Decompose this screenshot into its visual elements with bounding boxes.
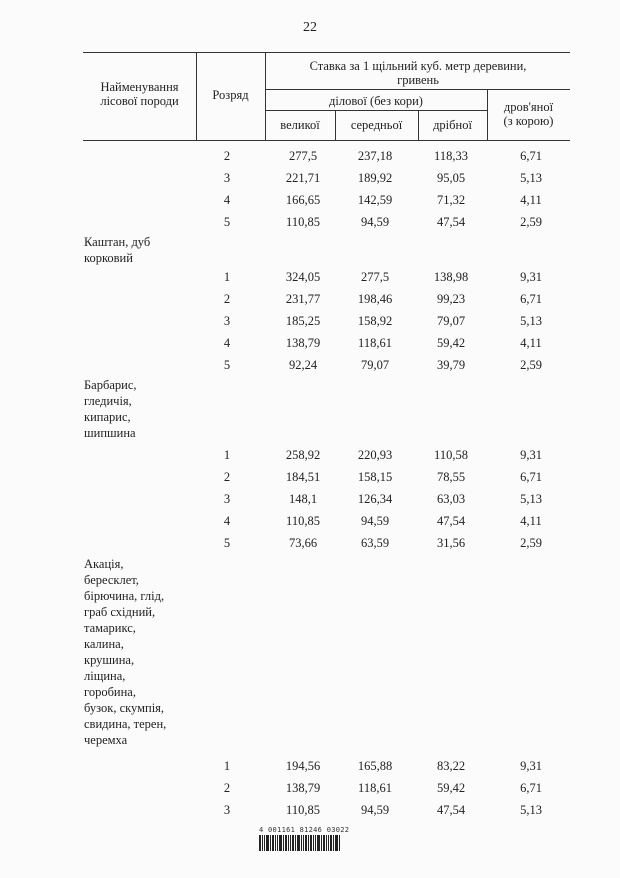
firewood-cell: 5,13 (520, 803, 542, 817)
small-cell: 99,23 (436, 292, 466, 306)
medium-cell: 126,34 (357, 492, 393, 506)
medium-cell: 79,07 (360, 358, 390, 372)
table-row (0, 799, 620, 821)
firewood-cell: 4,11 (520, 336, 542, 350)
species-name: Акація, бересклет, бірючина, глід, граб східний, тамарикс, калина, крушина, ліщина, горобина, бузок, скумпія, свидина, терен, черемха (84, 557, 167, 747)
table-row (0, 211, 620, 233)
firewood-cell: 2,59 (520, 215, 542, 229)
table-row (0, 755, 620, 777)
firewood-cell: 4,11 (520, 514, 542, 528)
medium-cell: 220,93 (357, 448, 393, 462)
firewood-cell: 2,59 (520, 358, 542, 372)
table-row (0, 310, 620, 332)
firewood-cell: 5,13 (520, 492, 542, 506)
large-cell: 184,51 (285, 470, 321, 484)
small-cell: 59,42 (436, 781, 466, 795)
medium-cell: 158,92 (357, 314, 393, 328)
medium-cell: 198,46 (357, 292, 393, 306)
table-row (0, 510, 620, 532)
firewood-cell: 6,71 (520, 292, 542, 306)
table-row (0, 354, 620, 376)
grade-cell: 1 (223, 270, 231, 284)
medium-cell: 237,18 (357, 149, 393, 163)
large-cell: 110,85 (286, 215, 320, 229)
firewood-cell: 4,11 (520, 193, 542, 207)
small-cell: 79,07 (436, 314, 466, 328)
large-cell: 148,1 (288, 492, 318, 506)
grade-cell: 4 (223, 336, 231, 350)
grade-cell: 2 (223, 292, 231, 306)
firewood-cell: 9,31 (520, 448, 542, 462)
table-row (0, 145, 620, 167)
large-cell: 166,65 (285, 193, 321, 207)
medium-cell: 158,15 (357, 470, 393, 484)
header-medium: середньої (350, 118, 403, 132)
header-rate-caption: Ставка за 1 щільний куб. метр деревини, гривень (309, 59, 527, 87)
firewood-cell: 9,31 (520, 270, 542, 284)
medium-cell: 94,59 (360, 215, 390, 229)
grade-cell: 5 (223, 536, 231, 550)
small-cell: 138,98 (433, 270, 469, 284)
firewood-cell: 6,71 (520, 149, 542, 163)
small-cell: 110,58 (434, 448, 468, 462)
small-cell: 39,79 (436, 358, 466, 372)
small-cell: 47,54 (436, 514, 466, 528)
small-cell: 78,55 (436, 470, 466, 484)
medium-cell: 94,59 (360, 803, 390, 817)
grade-cell: 5 (223, 358, 231, 372)
firewood-cell: 2,59 (520, 536, 542, 550)
barcode-number: 4 001161 81246 03022 (259, 826, 350, 834)
large-cell: 258,92 (285, 448, 321, 462)
large-cell: 231,77 (285, 292, 321, 306)
grade-cell: 3 (223, 314, 231, 328)
table-row (0, 488, 620, 510)
grade-cell: 5 (223, 215, 231, 229)
grade-cell: 4 (223, 193, 231, 207)
header-business-wood: ділової (без кори) (329, 94, 423, 108)
small-cell: 47,54 (436, 803, 466, 817)
medium-cell: 94,59 (360, 514, 390, 528)
header-species: Найменування лісової породи (100, 80, 179, 108)
grade-cell: 1 (223, 759, 231, 773)
medium-cell: 277,5 (360, 270, 390, 284)
firewood-cell: 5,13 (520, 171, 542, 185)
medium-cell: 63,59 (360, 536, 390, 550)
large-cell: 92,24 (288, 358, 318, 372)
firewood-cell: 5,13 (520, 314, 542, 328)
header-grade: Розряд (212, 88, 249, 102)
species-name: Барбарис, гледичія, кипарис, шипшина (84, 378, 137, 440)
medium-cell: 165,88 (357, 759, 393, 773)
grade-cell: 3 (223, 171, 231, 185)
large-cell: 73,66 (288, 536, 318, 550)
large-cell: 110,85 (286, 514, 320, 528)
species-name: Каштан, дуб корковий (84, 235, 151, 265)
table-row (0, 332, 620, 354)
table-row (0, 167, 620, 189)
medium-cell: 189,92 (357, 171, 393, 185)
large-cell: 324,05 (285, 270, 321, 284)
header-large: великої (280, 118, 320, 132)
table-row (0, 266, 620, 288)
barcode-bars-icon (259, 835, 349, 851)
large-cell: 221,71 (285, 171, 321, 185)
page-number: 22 (303, 20, 317, 35)
medium-cell: 118,61 (358, 781, 392, 795)
small-cell: 47,54 (436, 215, 466, 229)
table-header (83, 52, 570, 141)
table-row (0, 466, 620, 488)
table-row (0, 444, 620, 466)
large-cell: 110,85 (286, 803, 320, 817)
small-cell: 59,42 (436, 336, 466, 350)
grade-cell: 3 (223, 492, 231, 506)
firewood-cell: 9,31 (520, 759, 542, 773)
firewood-cell: 6,71 (520, 470, 542, 484)
grade-cell: 3 (223, 803, 231, 817)
table-row (0, 288, 620, 310)
grade-cell: 2 (223, 781, 231, 795)
small-cell: 118,33 (434, 149, 468, 163)
large-cell: 138,79 (285, 336, 321, 350)
grade-cell: 4 (223, 514, 231, 528)
large-cell: 277,5 (288, 149, 318, 163)
table-row (0, 777, 620, 799)
grade-cell: 2 (223, 149, 231, 163)
header-firewood: дров'яної (з корою) (503, 100, 554, 128)
small-cell: 63,03 (436, 492, 466, 506)
medium-cell: 142,59 (357, 193, 393, 207)
header-small: дрібної (433, 118, 472, 132)
grade-cell: 2 (223, 470, 231, 484)
large-cell: 185,25 (285, 314, 321, 328)
table-row (0, 189, 620, 211)
large-cell: 194,56 (285, 759, 321, 773)
grade-cell: 1 (223, 448, 231, 462)
firewood-cell: 6,71 (520, 781, 542, 795)
medium-cell: 118,61 (358, 336, 392, 350)
small-cell: 71,32 (436, 193, 466, 207)
small-cell: 95,05 (436, 171, 466, 185)
table-row (0, 532, 620, 554)
large-cell: 138,79 (285, 781, 321, 795)
small-cell: 83,22 (436, 759, 466, 773)
small-cell: 31,56 (436, 536, 466, 550)
barcode (259, 826, 349, 851)
